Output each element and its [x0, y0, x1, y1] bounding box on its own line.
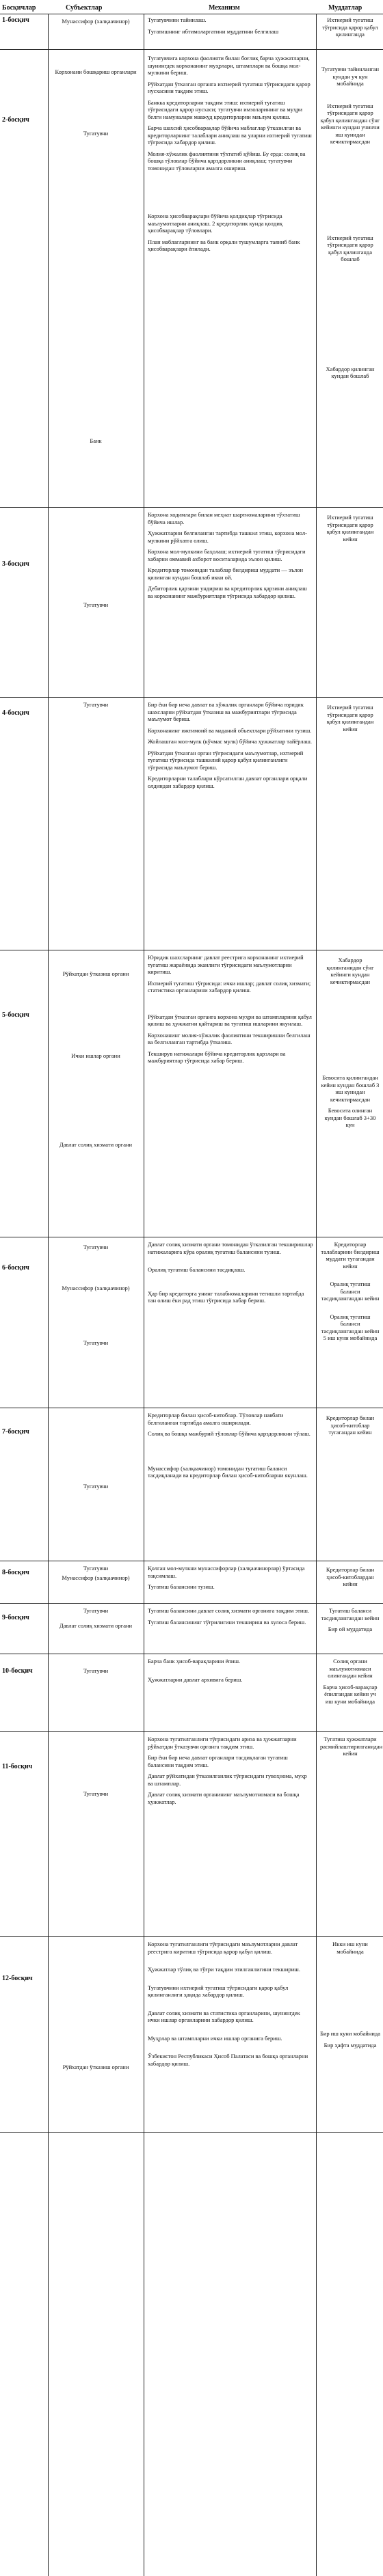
stage-10-step: Ҳужжатларни давлат архивига бериш.: [148, 1675, 243, 1683]
stage-divider: [0, 697, 383, 698]
stage-7-step: Мунассифор (халқаачинор) томонидан тугатиш баланси тасдиқланади ва кредиторлар билан ҳисоб-китобларни якунлаш.: [148, 1464, 308, 1479]
stage-10-mechanism: [148, 1658, 313, 1687]
stage-12-subject: Рўйхатдан ўтказиш органи: [62, 2064, 129, 2070]
stage-1-subject: Мунассифор (халқаачинор): [62, 18, 130, 25]
stage-3-term: Ихтиерий тугатиш тўғрисидаги қарор қабул қилингандан кейин: [326, 514, 374, 543]
stage-9-mechanism: [148, 1607, 313, 1630]
stage-11-mechanism: [148, 1736, 313, 1809]
stage-12-step: Тугатувчини ихтиерий тугатиш тўғрисидаги қарор қабул қилинганлиги ҳақида хабардор қилиш.: [148, 1984, 289, 1998]
stage-3-step: Ҳужжатларни белгиланган тартибда ташкил этиш, корхона мол-мулкини рўйхатга олиш.: [148, 530, 307, 544]
stage-5-mechanism: [148, 954, 313, 1069]
stage-12-step: Ўзбекистон Республикаси Ҳисоб Палатаси ва бошқа органларни хабардор қилиш.: [148, 2053, 308, 2067]
stage-8-subject-1: Тугатувчи: [83, 1565, 109, 1572]
stage-11-step: Бир ёки бир неча давлат органлари тасдиқлаган тугатиш балансини тақдим этиш.: [148, 1754, 288, 1768]
stage-9-step: Тугатиш балансини давлат солиқ хизмати органига тақдим этиш.: [148, 1607, 310, 1614]
stage-3-step: Кредиторлар томонидан талаблар билдириш муддати — эълон қилинган кундан бошлаб икки ой.: [148, 566, 304, 581]
stage-7-label: 7-босқич: [2, 1428, 29, 1436]
stage-8-step: Тугатиш балансини тузиш.: [148, 1583, 215, 1590]
stage-3-subject: Тугатувчи: [83, 601, 109, 608]
stage-2-term-item: Ихтиерий тугатиш тўғрисидаги қарор қабул қилинганда бошлаб: [327, 234, 373, 262]
stage-12-label: 12-босқич: [2, 1975, 33, 1982]
stage-2-step: Барча шахсий ҳисобварақлар бўйича маблағлар ўтказилган ва кредиторларнинг талаблари аниқлаш ва уларни ихтиерий тугатиш тўғрисида хабардор қилиш.: [148, 124, 312, 146]
stage-12-mechanism: [148, 1941, 313, 2071]
stage-6-label: 6-босқич: [2, 1264, 29, 1272]
stage-12-step: Ҳужжатлар тўлиқ ва тўғри тақдим этилганлигини текшириш.: [148, 1966, 300, 1973]
stage-8-subject-2: Мунассифор (халқаачинор): [62, 1574, 130, 1581]
stage-2-step: Молия-хўжалик фаолиятини тўхтатиб қўйиш. Бу ерда: солиқ ва бошқа тўловлар бўйича қарздорликни аниқлаш; тугатувчи томонидан тўловларни амалга ошириш.: [148, 150, 306, 172]
stage-8-mechanism: [148, 1565, 313, 1595]
stage-6-step: Оралиқ тугатиш балансини тасдиқлаш.: [148, 1266, 246, 1273]
stage-8-label: 8-босқич: [2, 1569, 29, 1576]
stage-6-term: [320, 1241, 380, 1346]
stage-9-term-item: Тугатиш баланси тасдиқлангандан кейин: [321, 1607, 380, 1621]
stage-6-subject-2: Мунассифор (халқаачинор): [62, 1285, 130, 1291]
stage-3-label: 3-босқич: [2, 560, 29, 568]
stage-1-step: Тугатувчини тайинлаш.: [148, 16, 207, 23]
stage-5-label: 5-босқич: [2, 1011, 29, 1019]
stage-10-term: [320, 1658, 380, 1709]
stage-11-step: Давлат рўйхатидан ўтказилганлик тўғрисидаги гувоҳнома, муҳр ва штамплар.: [148, 1772, 307, 1787]
stage-2-term: [320, 66, 380, 384]
stage-8-step: Қолган мол-мулкни мунассифорлар (халқаачинорлар) ўртасида тақсимлаш.: [148, 1565, 305, 1579]
stage-7-mechanism: [148, 1412, 313, 1483]
stage-9-term: [320, 1607, 380, 1637]
table-bottom-rule: [0, 2132, 383, 2133]
stage-3-step: Корхона мол-мулкини баҳолаш; ихтиерий тугатиш тўғрисидаги хабарни оммавий ахборот воситаларида эълон қилиш.: [148, 548, 306, 562]
header-term: Муддатлар: [328, 4, 362, 12]
stage-2-step: Рўйхатдан ўтказган органга ихтиерий тугатиш тўғрисидаги қарор нусхасини тақдим этиш.: [148, 80, 311, 94]
stage-4-step: Жойлашган мол-мулк (кўчмас мулк) бўйича ҳужжатлар тайёрлаш.: [148, 738, 313, 745]
stage-6-subject-3: Тугатувчи: [83, 1339, 109, 1346]
stage-12-step: Давлат солиқ хизмати ва статистика органларини, шунингдек ички ишлар органларини хабардор қилиш.: [148, 2009, 300, 2023]
stage-11-subject: Тугатувчи: [83, 1790, 109, 1797]
stage-4-step: Корхонанинг ижтимоий ва маданий объектлари рўйхатини тузиш.: [148, 726, 312, 734]
stage-6-step: Давлат солиқ хизмати органи томонидан ўтказилган текширишлар натижаларига кўра оралиқ тугатиш балансини тузиш.: [148, 1241, 313, 1255]
stage-6-term-item: Кредиторлар талабларини билдириш муддати тугагандан кейин: [321, 1241, 380, 1270]
column-rule: [316, 14, 317, 2576]
stage-2-term-item: Тугатувчи тайинланган кундан уч кун мобайнида: [321, 66, 380, 87]
stage-2-subject-1: Корхонани бошқариш органлари: [55, 68, 137, 75]
stage-divider: [0, 1603, 383, 1604]
column-rule: [48, 14, 49, 2576]
stage-12-term: [320, 1941, 380, 2053]
stage-9-label: 9-босқич: [2, 1614, 29, 1621]
stage-10-subject: Тугатувчи: [83, 1667, 109, 1674]
header-mechanism: Механизм: [209, 4, 240, 12]
stage-9-subject-1: Тугатувчи: [83, 1607, 109, 1614]
stage-1-term: Ихтиерий тугатиш тўғрисида қарор қабул қилинганда: [322, 16, 378, 38]
stage-4-step: Кредиторларни талаблари кўрсатилган давлат органлари орқали олдиндан хабардор қилиш.: [148, 775, 308, 789]
stage-2-step: План маблағларнинг ва банк орқали тушумларга таяниб банк ҳисобварақлари ёпилади.: [148, 238, 300, 252]
stage-2-step: Тугатувчига корхона фаолияти билан боғлиқ барча ҳужжатларни, шунингдек корхонанинг муҳрлари, штамплари ва бошқа мол-мулкини бериш.: [148, 55, 310, 76]
stage-5-step: Ихтиерий тугатиш тўғрисида: ички ишлар; давлат солиқ хизмати; статистика органларини хабардор қилиш.: [148, 979, 311, 994]
header-stage: Босқичлар: [2, 4, 36, 12]
stage-2-term-item: Хабардор қилинган кундан бошлаб: [326, 365, 375, 379]
stage-4-term: Ихтиерий тугатиш тўғрисидаги қарор қабул қилингандан кейин: [326, 704, 374, 732]
stage-4-step: Рўйхатдан ўтказган орган тўғрисидаги маълумотлар, ихтиерий тугатиш тўғрисида ташкилий қарор қабул қилинганлиги тўғрисида маълумот бериш.: [148, 749, 304, 771]
stage-12-term-item: Бир ҳафта муддатида: [323, 2041, 377, 2049]
stage-divider: [0, 1936, 383, 1937]
stage-9-term-item: Бир ой муддатида: [328, 1626, 373, 1632]
stage-6-subject-1: Тугатувчи: [83, 1244, 109, 1250]
stage-5-term-item: Бевосита олинган кундан бошлаб 3+30 кун: [324, 1107, 376, 1128]
stage-divider: [0, 49, 383, 50]
header-subject: Субъектлар: [66, 4, 103, 12]
stage-12-term-item: Бир иш куни мобайнида: [320, 2030, 380, 2037]
stage-10-label: 10-босқич: [2, 1667, 33, 1675]
stage-12-step: Корхона тугатилганлиги тўғрисидаги маълумотларни давлат реестрига киритиш тўғрисида қарор қабул қилиш.: [148, 1941, 298, 1955]
stage-5-step: Рўйхатдан ўтказган органга корхона муҳри ва штампларини қабул қилиш ва ҳужжатни қайтариш ва тугатиш ишларини якунлаш.: [148, 1013, 312, 1027]
stage-divider: [0, 1731, 383, 1732]
stage-5-subject-3: Давлат солиқ хизмати органи: [59, 1141, 133, 1148]
stage-10-term-item: Барча ҳисоб-варақлар ёпилгандан кейин уч иш куни мобайнида: [323, 1683, 378, 1705]
stage-5-subject-2: Ички ишлар органи: [71, 1052, 120, 1059]
stage-2-term-item: Ихтиерий тугатиш тўғрисидаги қарор қабул қилингандан сўнг кейинги кундан учинчи иш кунидан кечиктирмасдан: [320, 102, 380, 145]
stage-9-step: Тугатиш балансининг тўғрилигини текшириш ва хулоса бериш.: [148, 1618, 306, 1626]
stage-1-label: 1-босқич: [2, 16, 29, 24]
stage-3-mechanism: [148, 511, 313, 603]
stage-4-subject: Тугатувчи: [83, 701, 109, 708]
stage-3-step: Корхона ходимлари билан меҳнат шартномаларини тўхтатиш бўйича ишлар.: [148, 511, 300, 525]
stage-4-step: Бир ёки бир неча давлат ва хўжалик органлари бўйича юридик шахсларни рўйхатдан ўтказиш ва мажбуриятлари тўғрисида маълумот бериш.: [148, 701, 304, 722]
stage-3-step: Дебиторлик қарзини ундириш ва кредиторлик қарзини аниқлаш ва корхонанинг мажбуриятлари тўғрисида хабардор қилиш.: [148, 585, 307, 599]
stage-5-subject-1: Рўйхатдан ўтказиш органи: [62, 970, 129, 977]
stage-5-step: Корхонанинг молия-хўжалик фаолиятини текширишни белгилаш ва белгиланган тартибда ўтказиш.: [148, 1031, 311, 1045]
stage-5-step: Текширув натижалари бўйича кредиторлик қарзлари ва мажбуриятлар тўғрисида хабар бериш.: [148, 1050, 286, 1064]
stage-5-term-item: Бевосита қилингандан кейин кундан бошлаб 3 иш кунидан кечиктирмасдан: [321, 1074, 380, 1103]
stage-5-step: Юридик шахсларнинг давлат реестрига корхонанинг ихтиерий тугатиш жараёнида эканлиги тўғрисидаги маълумотларни киритиш.: [148, 954, 304, 975]
stage-8-term: Кредиторлар билан ҳисоб-китоблардан кейин: [326, 1566, 375, 1587]
stage-2-subject-3: Банк: [90, 437, 102, 444]
stage-7-subject: Тугатувчи: [83, 1483, 109, 1490]
stage-2-step: Банкка кредиторларни тақдим этиш: ихтиерий тугатиш тўғрисидаги қарор нусхаси; тугатувчи имзоларининг ва муҳри белги намуналари мавжуд кредиторларни маълум қилиш.: [148, 98, 303, 120]
stage-2-step: Корхона ҳисобварақлари бўйича қолдиқлар тўғрисида маълумотларни аниқлаш. 2 кредиторлик кунда қолдиқ ҳисобварақлар тўловлари.: [148, 213, 283, 234]
stage-7-step: Солиқ ва бошқа мажбурий тўловлар бўйича қарздорликни тўлаш.: [148, 1430, 311, 1437]
stage-9-subject-2: Давлат солиқ хизмати органи: [59, 1622, 133, 1629]
stage-6-step: Ҳар бир кредиторга унинг талабномаларини тегишли тартибда тан олиш ёки рад этиш тўғрисида хабар бериш.: [148, 1289, 304, 1304]
stage-2-subject-2: Тугатувчи: [83, 130, 109, 137]
stage-4-mechanism: [148, 701, 313, 793]
stage-11-step: Корхона тугатилганлиги тўғрисидаги ариза ва ҳужжатларни рўйхатдан ўтказувчи органга тақдим этиш.: [148, 1736, 297, 1750]
stage-12-step: Муҳрлар ва штампларни ички ишлар органига бериш.: [148, 2034, 282, 2042]
stage-2-label: 2-босқич: [2, 116, 29, 124]
stage-divider: [0, 507, 383, 508]
stage-10-step: Барча банк ҳисоб-варақларини ёпиш.: [148, 1658, 241, 1664]
stage-11-step: Давлат солиқ хизмати органининг маълумотномаси ва бошқа ҳужжатлар.: [148, 1791, 300, 1805]
stage-11-term: Тугатиш ҳужжатлари расмийлаштирилганидан кейин: [320, 1736, 383, 1757]
stage-10-term-item: Солиқ органи маълумотномаси олингандан кейин: [328, 1658, 373, 1679]
stage-7-step: Кредиторлар билан ҳисоб-китоблар. Тўловлар навбати белгиланган тартибда амалга оширилади.: [148, 1412, 284, 1426]
stage-2-mechanism: [148, 55, 313, 257]
stage-4-label: 4-босқич: [2, 709, 29, 717]
stage-12-term-item: Икки иш куни мобайнида: [332, 1941, 368, 1955]
stage-6-term-item: Оралиқ тугатиш баланси тасдиқлангандан кейин: [321, 1280, 380, 1302]
stage-6-mechanism: [148, 1241, 313, 1308]
stage-6-term-item: Оралиқ тугатиш баланси тасдиқлангандан кейин 5 иш куни мобайнида: [321, 1313, 380, 1341]
stage-5-term-item: Хабардор қилинганидан сўнг кейинги кундан кечиктирмасдан: [326, 957, 374, 985]
stage-11-label: 11-босқич: [2, 1763, 33, 1770]
stage-1-mechanism: [148, 16, 313, 39]
stage-7-term: Кредиторлар билан ҳисоб-китоблар тугагандан кейин: [326, 1414, 375, 1436]
stage-1-step: Тугатишнинг ибтимоларгатини муддатини белгилаш: [148, 27, 279, 35]
stage-5-term: [320, 957, 380, 1133]
